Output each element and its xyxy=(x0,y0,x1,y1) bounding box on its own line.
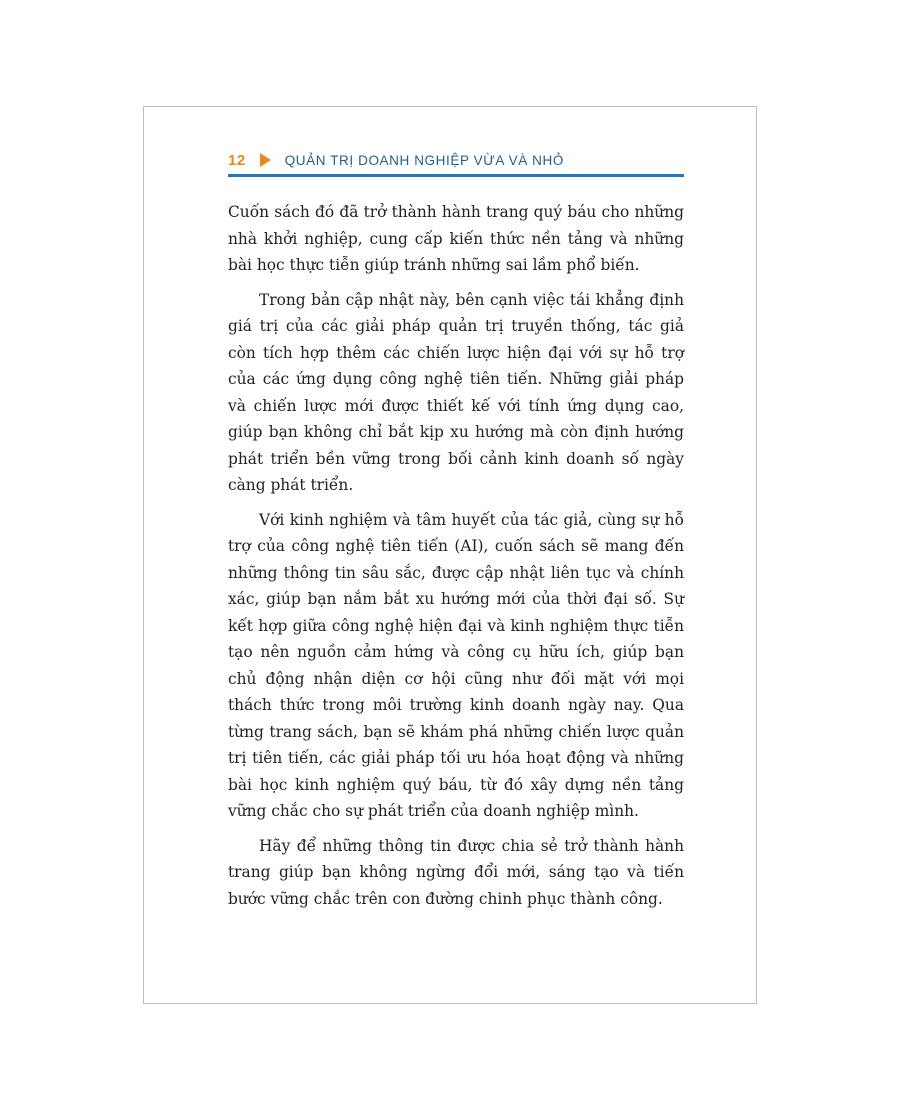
paragraph: Cuốn sách đó đã trở thành hành trang quý báu cho những nhà khởi nghiệp, cung cấp kiến thức nền tảng và những bài học thực tiễn giúp tránh những sai lầm phổ biến. xyxy=(228,203,684,274)
paragraph: Trong bản cập nhật này, bên cạnh việc tái khẳng định giá trị của các giải pháp quản trị truyền thống, tác giả còn tích hợp thêm các chiến lược hiện đại với sự hỗ trợ của các ứng dụng công nghệ tiên tiến. Những giải pháp và chiến lược mới được thiết kế với tính ứng dụng cao, giúp bạn không chỉ bắt kịp xu hướng mà còn định hướng phát triển bền vững trong bối cảnh kinh doanh số ngày càng phát triển. xyxy=(228,290,684,494)
paragraph: Hãy để những thông tin được chia sẻ trở thành hành trang giúp bạn không ngừng đổi mới, sáng tạo và tiến bước vững chắc trên con đường chinh phục thành công. xyxy=(228,836,684,908)
header-rule xyxy=(228,174,684,177)
paragraph: Với kinh nghiệm và tâm huyết của tác giả, cùng sự hỗ trợ của công nghệ tiên tiến (AI), cuốn sách sẽ mang đến những thông tin sâu sắc, được cập nhật liên tục và chính xác, giúp bạn nắm bắt xu hướng mới của thời đại số. Sự kết hợp giữa công nghệ hiện đại và kinh nghiệm thực tiễn tạo nên nguồn cảm hứng và công cụ hữu ích, giúp bạn chủ động nhận diện cơ hội cũng như đối mặt với mọi thách thức trong môi trường kinh doanh ngày nay. Qua từng trang sách, bạn sẽ khám phá những chiến lược quản trị tiên tiến, các giải pháp tối ưu hóa hoạt động và những bài học kinh nghiệm quý báu, từ đó xây dựng nền tảng vững chắc cho sự phát triển của doanh nghiệp mình. xyxy=(228,510,684,820)
running-title: QUẢN TRỊ DOANH NGHIỆP VỪA VÀ NHỎ xyxy=(284,152,564,168)
book-page xyxy=(143,106,757,1004)
body-text xyxy=(228,199,684,920)
page-number: 12 xyxy=(228,151,246,169)
triangle-right-icon xyxy=(260,153,271,167)
running-header xyxy=(228,148,684,172)
